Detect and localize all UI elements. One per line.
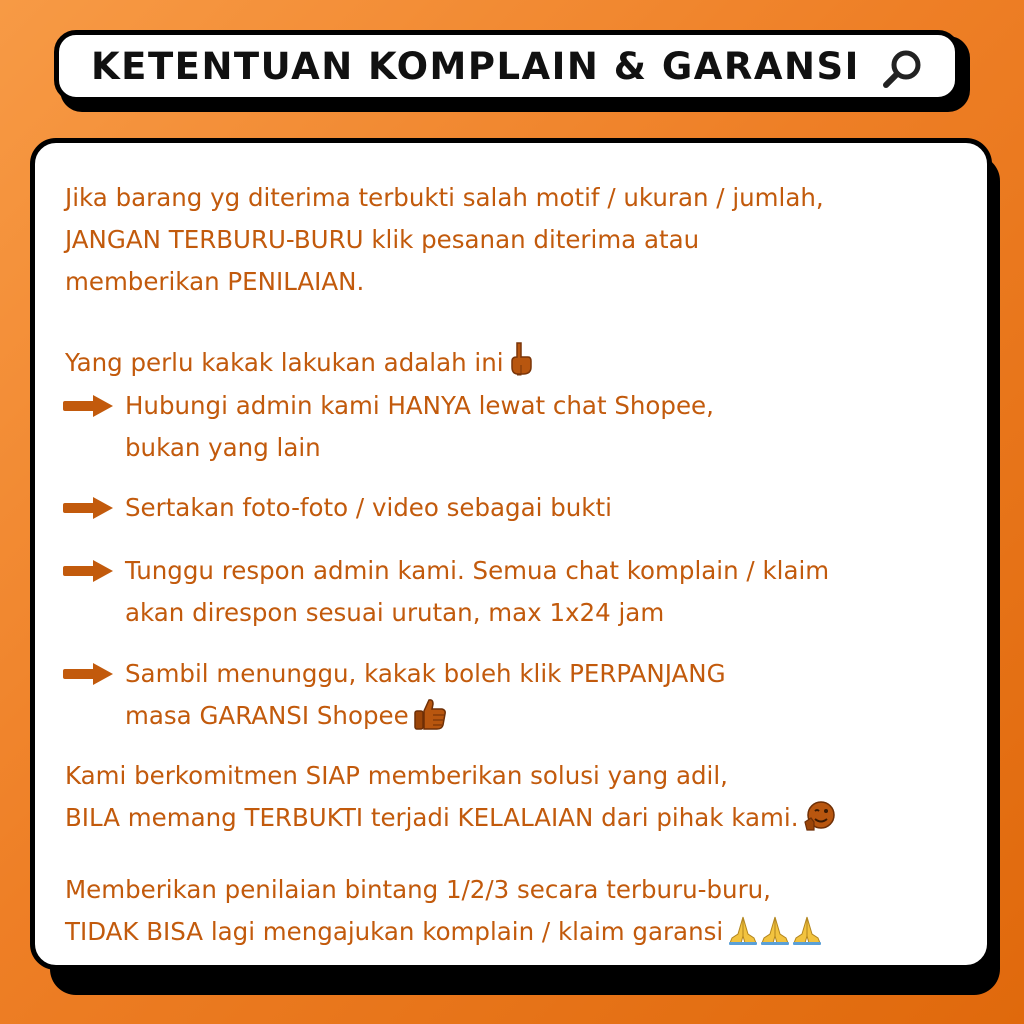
step-3-line-2: akan direspon sesuai urutan, max 1x24 jam [125,598,665,627]
arrow-right-icon [63,663,113,685]
thumbs-up-icon [413,698,447,730]
steps-heading-text: Yang perlu kakak lakukan adalah ini [65,348,504,377]
commitment-line-1: Kami berkomitmen SIAP memberikan solusi yang adil, [65,761,728,790]
praying-hands-icon [727,914,823,946]
arrow-right-icon [63,497,113,519]
wink-face-icon [802,800,836,832]
intro-line-3: memberikan PENILAIAN. [65,267,365,296]
step-1-line-2: bukan yang lain [125,433,321,462]
step-4-line-1: Sambil menunggu, kakak boleh klik PERPANJANG [125,659,726,688]
intro-line-2: JANGAN TERBURU-BURU klik pesanan diterima atau [65,225,700,254]
step-1-line-1: Hubungi admin kami HANYA lewat chat Shopee, [125,391,714,420]
arrow-right-icon [63,395,113,417]
warning-line-1: Memberikan penilaian bintang 1/2/3 secara terburu-buru, [65,875,771,904]
arrow-right-icon [63,560,113,582]
title-bar [54,30,960,102]
step-2-line-1: Sertakan foto-foto / video sebagai bukti [125,493,612,522]
step-4-line-2-text: masa GARANSI Shopee [125,701,409,730]
commitment-line-2-text: BILA memang TERBUKTI terjadi KELALAIAN dari pihak kami. [65,803,799,832]
warning-line-2-text: TIDAK BISA lagi mengajukan komplain / klaim garansi [65,917,724,946]
page-title: KETENTUAN KOMPLAIN & GARANSI [91,44,860,88]
warning-line-2 [65,911,823,953]
steps-heading [65,341,532,384]
search-icon [881,47,925,91]
commitment-line-2 [65,797,836,839]
step-3-line-1: Tunggu respon admin kami. Semua chat komplain / klaim [125,556,830,585]
step-4-line-2 [125,695,447,737]
intro-line-1: Jika barang yg diterima terbukti salah motif / ukuran / jumlah, [65,183,824,212]
pointing-down-icon [508,341,532,377]
content-card [30,138,992,970]
